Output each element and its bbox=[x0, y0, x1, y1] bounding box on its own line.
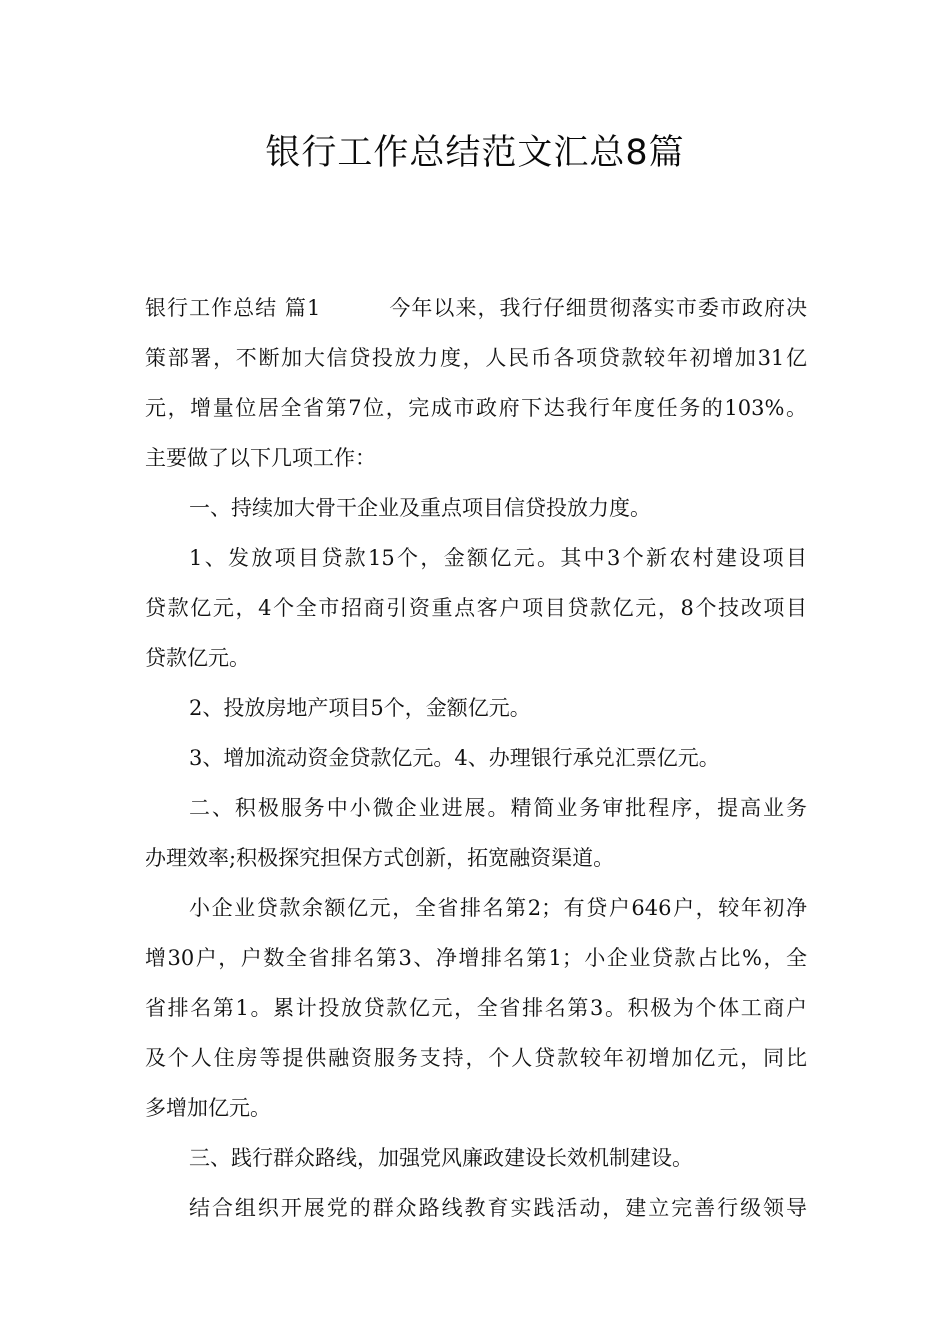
paragraph-line: 小企业贷款余额亿元，全省排名第2；有贷户646户，较年初净 bbox=[189, 896, 807, 920]
document-body bbox=[145, 283, 807, 1233]
paragraph-line: 2、投放房地产项目5个，金额亿元。 bbox=[189, 696, 531, 720]
section-heading: 三、践行群众路线，加强党风廉政建设长效机制建设。 bbox=[189, 1146, 693, 1170]
paragraph-line: 办理效率;积极探究担保方式创新，拓宽融资渠道。 bbox=[145, 846, 615, 870]
paragraph-line: 及个人住房等提供融资服务支持，个人贷款较年初增加亿元，同比 bbox=[145, 1046, 807, 1070]
paragraph-line: 元，增量位居全省第7位，完成市政府下达我行年度任务的103%。 bbox=[145, 396, 807, 420]
section-label: 银行工作总结 篇1 bbox=[145, 296, 321, 320]
paragraph-line: 结合组织开展党的群众路线教育实践活动，建立完善行级领导 bbox=[189, 1196, 807, 1220]
paragraph-line: 贷款亿元。 bbox=[145, 646, 250, 670]
paragraph-line: 多增加亿元。 bbox=[145, 1096, 271, 1120]
paragraph-line: 1、发放项目贷款15个，金额亿元。其中3个新农村建设项目 bbox=[189, 546, 807, 570]
document-title: 银行工作总结范文汇总8篇 bbox=[265, 133, 685, 173]
paragraph-line: 贷款亿元，4个全市招商引资重点客户项目贷款亿元，8个技改项目 bbox=[145, 596, 807, 620]
section-heading: 一、持续加大骨干企业及重点项目信贷投放力度。 bbox=[189, 496, 651, 520]
paragraph-line bbox=[145, 283, 807, 333]
line-text: 今年以来，我行仔细贯彻落实市委市政府决 bbox=[388, 296, 807, 320]
paragraph-line: 策部署，不断加大信贷投放力度，人民币各项贷款较年初增加31亿 bbox=[145, 346, 807, 370]
paragraph-line: 3、增加流动资金贷款亿元。4、办理银行承兑汇票亿元。 bbox=[189, 746, 720, 770]
paragraph-line: 主要做了以下几项工作： bbox=[145, 446, 376, 470]
paragraph-line: 省排名第1。累计投放贷款亿元，全省排名第3。积极为个体工商户 bbox=[145, 996, 807, 1020]
section-heading: 二、积极服务中小微企业进展。精简业务审批程序，提高业务 bbox=[189, 796, 807, 820]
paragraph-line: 增30户，户数全省排名第3、净增排名第1；小企业贷款占比%，全 bbox=[145, 946, 807, 970]
